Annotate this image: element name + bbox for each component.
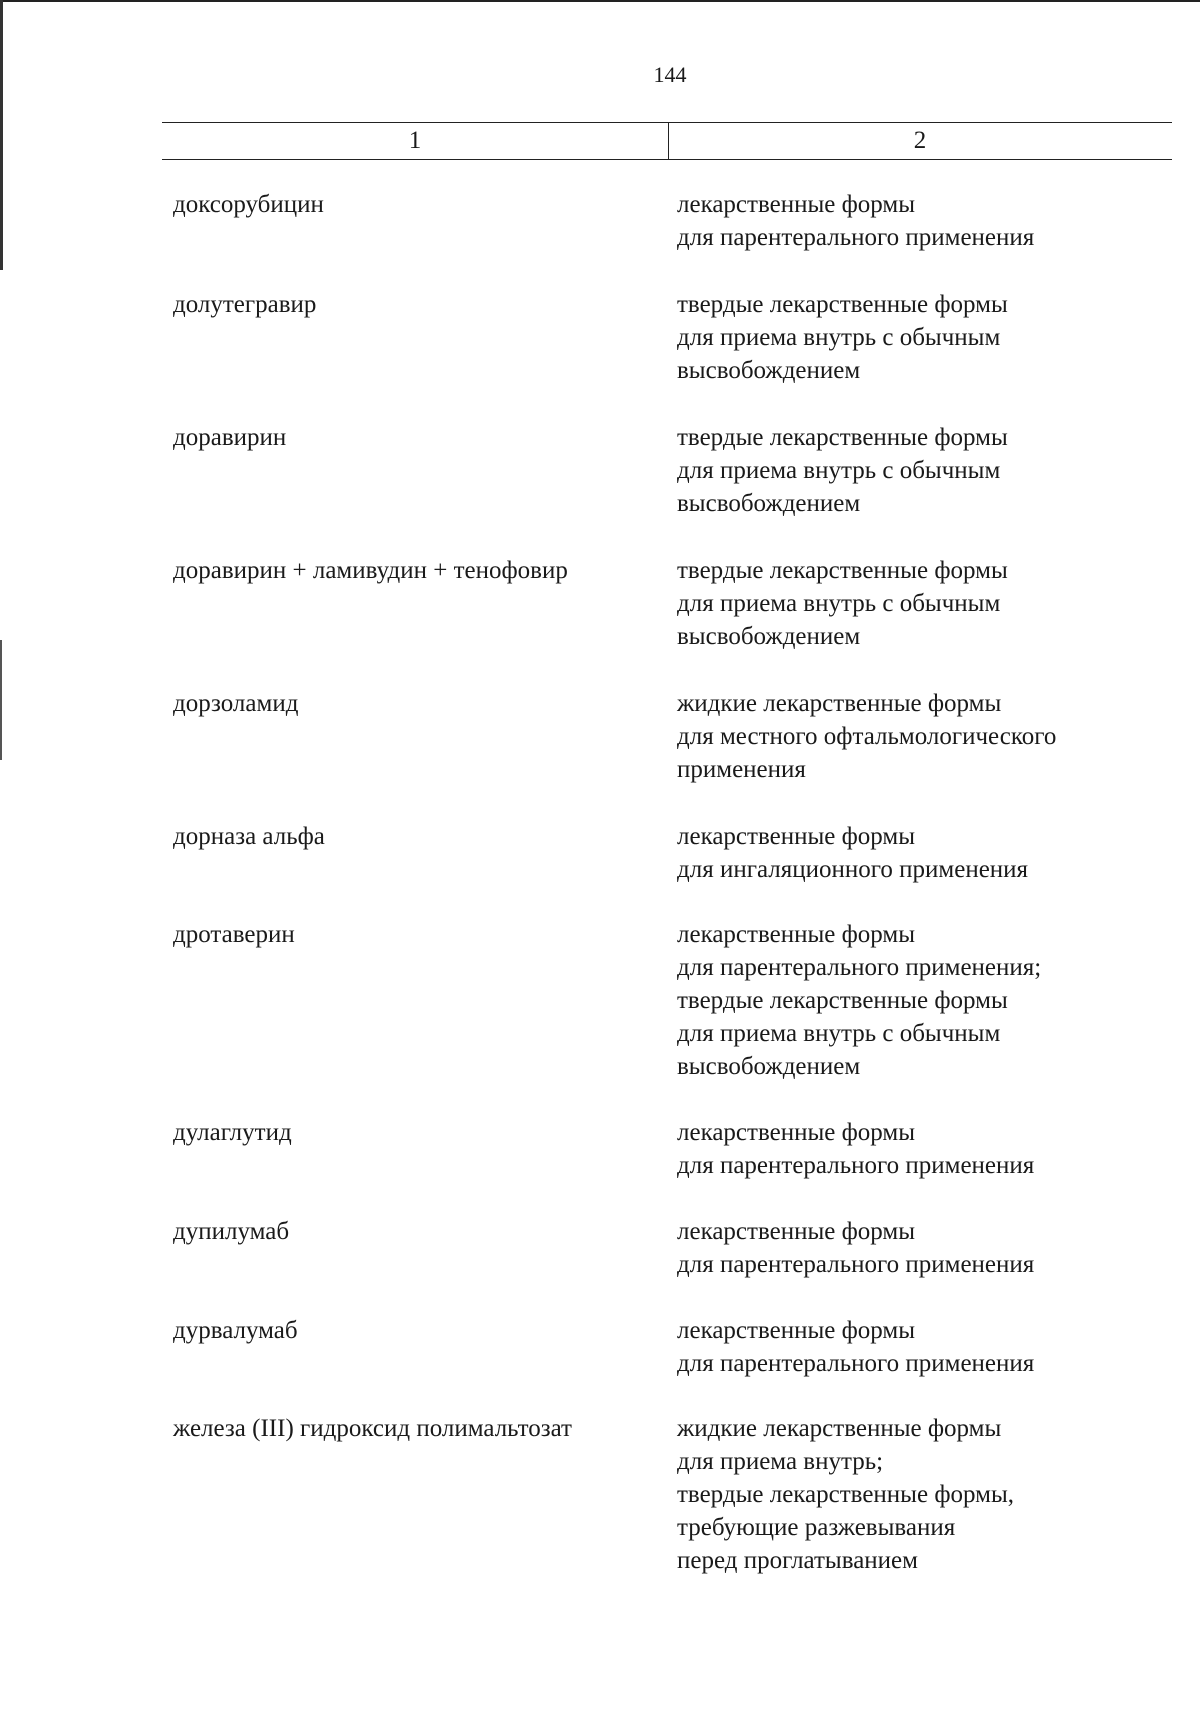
scan-edge-left-lower [0,640,2,760]
dosage-form-line: для парентерального применения [677,1152,1035,1179]
drug-name: дурвалумаб [173,1317,298,1344]
dosage-form-line: для парентерального применения [677,224,1035,251]
scan-edge-top [0,0,1200,2]
dosage-form-line: для местного офтальмологического [677,723,1057,750]
dosage-form-line: лекарственные формы [677,1218,916,1245]
dosage-form-line: для парентерального применения [677,1350,1035,1377]
dosage-form-line: лекарственные формы [677,1317,916,1344]
dosage-form-line: для парентерального применения; [677,954,1042,981]
dosage-form-line: для приема внутрь; [677,1448,884,1475]
dosage-form-line: жидкие лекарственные формы [677,1415,1002,1442]
table-header [162,122,1172,160]
dosage-form-line: высвобождением [677,623,861,650]
dosage-forms [677,1314,1197,1380]
drug-name: дротаверин [173,921,295,948]
drug-name: дулаглутид [173,1119,292,1146]
dosage-forms [677,288,1197,387]
dosage-forms [677,687,1197,786]
drug-name: дорназа альфа [173,823,325,850]
dosage-form-line: лекарственные формы [677,921,916,948]
drug-name: железа (III) гидроксид полимальтозат [173,1415,572,1442]
page-number: 144 [653,62,687,87]
dosage-form-line: твердые лекарственные формы [677,987,1008,1014]
dosage-form-line: применения [677,756,806,783]
drug-name: долутегравир [173,291,317,318]
drug-name: дупилумаб [173,1218,290,1245]
scan-edge-left [0,0,3,270]
dosage-form-line: высвобождением [677,357,861,384]
dosage-forms [677,188,1197,254]
drug-name: доравирин + ламивудин + тенофовир [173,557,568,584]
dosage-form-line: твердые лекарственные формы [677,291,1008,318]
dosage-form-line: для приема внутрь с обычным [677,324,1001,351]
dosage-forms [677,1116,1197,1182]
drug-name: дорзоламид [173,690,299,717]
dosage-form-line: для приема внутрь с обычным [677,590,1001,617]
dosage-form-line: высвобождением [677,490,861,517]
dosage-forms [677,1215,1197,1281]
dosage-form-line: требующие разжевывания [677,1514,956,1541]
column-header-1: 1 [408,127,422,154]
dosage-form-line: твердые лекарственные формы, [677,1481,1015,1508]
dosage-form-line: лекарственные формы [677,191,916,218]
dosage-form-line: твердые лекарственные формы [677,424,1008,451]
dosage-form-line: для ингаляционного применения [677,856,1029,883]
dosage-forms [677,554,1197,653]
dosage-forms [677,421,1197,520]
dosage-forms [677,1412,1197,1577]
dosage-forms [677,820,1197,886]
drug-name: доксорубицин [173,191,324,218]
dosage-form-line: для парентерального применения [677,1251,1035,1278]
dosage-forms [677,918,1197,1083]
dosage-form-line: жидкие лекарственные формы [677,690,1002,717]
dosage-form-line: перед проглатыванием [677,1547,918,1574]
column-header-2: 2 [913,127,927,154]
dosage-form-line: для приема внутрь с обычным [677,1020,1001,1047]
dosage-form-line: лекарственные формы [677,1119,916,1146]
dosage-form-line: твердые лекарственные формы [677,557,1008,584]
dosage-form-line: для приема внутрь с обычным [677,457,1001,484]
dosage-form-line: высвобождением [677,1053,861,1080]
dosage-form-line: лекарственные формы [677,823,916,850]
drug-name: доравирин [173,424,287,451]
